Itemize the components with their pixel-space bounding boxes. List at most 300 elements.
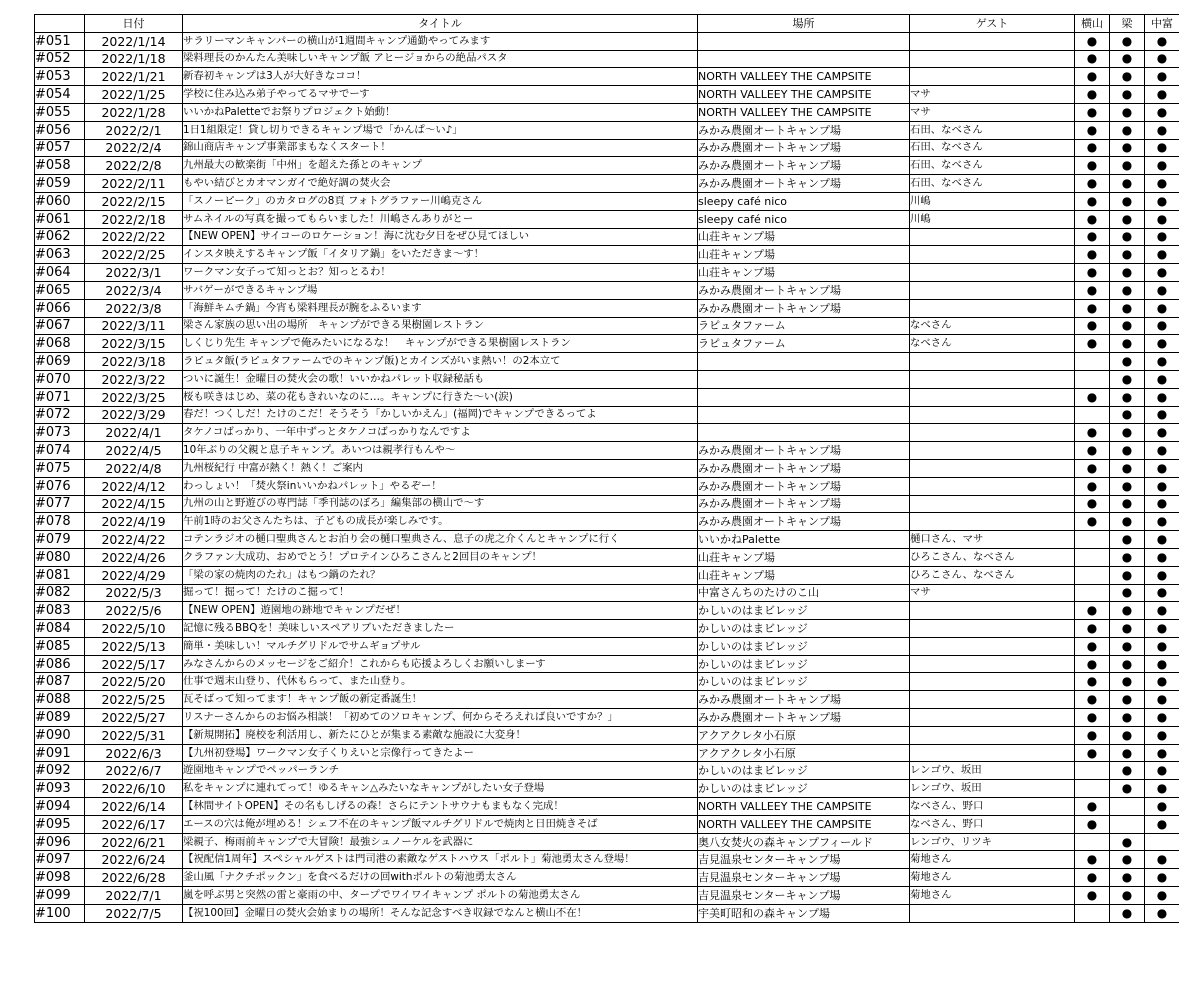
episode-title: 【九州初登場】ワークマン女子くりえいと宗像行ってきたよー bbox=[183, 744, 698, 762]
episode-number: #052 bbox=[35, 50, 85, 68]
ryo-mark: ● bbox=[1110, 584, 1145, 602]
table-row bbox=[35, 815, 1179, 833]
nakatomi-mark: ● bbox=[1145, 851, 1179, 869]
table-row bbox=[35, 584, 1179, 602]
nakatomi-mark: ● bbox=[1145, 353, 1179, 371]
episode-date: 2022/5/20 bbox=[85, 673, 183, 691]
episode-date: 2022/2/15 bbox=[85, 192, 183, 210]
header-date: 日付 bbox=[85, 15, 183, 33]
episode-place: みかみ農園オートキャンプ場 bbox=[698, 691, 910, 709]
episode-title: サムネイルの写真を撮ってもらいました！川嶋さんありがとー bbox=[183, 210, 698, 228]
episode-number: #085 bbox=[35, 637, 85, 655]
episode-guest: 石田、なべさん bbox=[910, 157, 1075, 175]
episode-title: 九州の山と野遊びの専門誌「季刊誌のぼろ」編集部の横山で～す bbox=[183, 495, 698, 513]
episode-title: みなさんからのメッセージをご紹介！これからも応援よろしくお願いしまーす bbox=[183, 655, 698, 673]
episode-date: 2022/7/1 bbox=[85, 887, 183, 905]
yokoyama-mark bbox=[1075, 762, 1110, 780]
nakatomi-mark: ● bbox=[1145, 157, 1179, 175]
episode-date: 2022/5/3 bbox=[85, 584, 183, 602]
episode-number: #051 bbox=[35, 32, 85, 50]
episode-title: ついに誕生！金曜日の焚火会の歌！いいかねパレット収録秘話も bbox=[183, 370, 698, 388]
nakatomi-mark: ● bbox=[1145, 406, 1179, 424]
header-nakatomi: 中富 bbox=[1145, 15, 1179, 33]
episode-title: 掘って！掘って！たけのこ掘って！ bbox=[183, 584, 698, 602]
table-row bbox=[35, 798, 1179, 816]
episode-number: #077 bbox=[35, 495, 85, 513]
yokoyama-mark: ● bbox=[1075, 655, 1110, 673]
episode-title: リスナーさんからのお悩み相談！「初めてのソロキャンプ、何からそろえれば良いですか？」 bbox=[183, 709, 698, 727]
header-ryo: 梁 bbox=[1110, 15, 1145, 33]
table-row bbox=[35, 32, 1179, 50]
table-row bbox=[35, 210, 1179, 228]
ryo-mark: ● bbox=[1110, 442, 1145, 460]
yokoyama-mark: ● bbox=[1075, 192, 1110, 210]
table-row bbox=[35, 904, 1179, 922]
table-row bbox=[35, 353, 1179, 371]
episode-guest bbox=[910, 50, 1075, 68]
nakatomi-mark: ● bbox=[1145, 815, 1179, 833]
yokoyama-mark: ● bbox=[1075, 691, 1110, 709]
yokoyama-mark: ● bbox=[1075, 121, 1110, 139]
episode-number: #062 bbox=[35, 228, 85, 246]
episode-date: 2022/6/17 bbox=[85, 815, 183, 833]
episode-title: 【NEW OPEN】サイコーのロケーション！海に沈む夕日をぜひ見てほしい bbox=[183, 228, 698, 246]
table-row bbox=[35, 726, 1179, 744]
ryo-mark: ● bbox=[1110, 762, 1145, 780]
nakatomi-mark: ● bbox=[1145, 531, 1179, 549]
episode-number: #070 bbox=[35, 370, 85, 388]
ryo-mark: ● bbox=[1110, 780, 1145, 798]
episode-guest bbox=[910, 406, 1075, 424]
episode-date: 2022/4/1 bbox=[85, 424, 183, 442]
episode-guest bbox=[910, 424, 1075, 442]
episode-title: わっしょい！「焚火祭inいいかねパレット」やるぞー！ bbox=[183, 477, 698, 495]
episode-title: 簡単・美味しい！マルチグリドルでサムギョプサル bbox=[183, 637, 698, 655]
episode-date: 2022/5/31 bbox=[85, 726, 183, 744]
episode-title: 梁さん家族の思い出の場所 キャンプができる果樹園レストラン bbox=[183, 317, 698, 335]
ryo-mark: ● bbox=[1110, 459, 1145, 477]
episode-title: サラリーマンキャンパーの横山が1週間キャンプ通勤やってみます bbox=[183, 32, 698, 50]
episode-place: みかみ農園オートキャンプ場 bbox=[698, 459, 910, 477]
yokoyama-mark: ● bbox=[1075, 388, 1110, 406]
episode-date: 2022/6/24 bbox=[85, 851, 183, 869]
episode-guest bbox=[910, 602, 1075, 620]
nakatomi-mark: ● bbox=[1145, 50, 1179, 68]
nakatomi-mark: ● bbox=[1145, 548, 1179, 566]
episode-guest: 川嶋 bbox=[910, 210, 1075, 228]
yokoyama-mark bbox=[1075, 531, 1110, 549]
episode-number: #086 bbox=[35, 655, 85, 673]
ryo-mark: ● bbox=[1110, 299, 1145, 317]
nakatomi-mark: ● bbox=[1145, 246, 1179, 264]
episode-guest bbox=[910, 495, 1075, 513]
episode-date: 2022/2/1 bbox=[85, 121, 183, 139]
episode-guest: マサ bbox=[910, 584, 1075, 602]
ryo-mark: ● bbox=[1110, 335, 1145, 353]
episode-place: みかみ農園オートキャンプ場 bbox=[698, 442, 910, 460]
yokoyama-mark: ● bbox=[1075, 887, 1110, 905]
table-row bbox=[35, 388, 1179, 406]
yokoyama-mark: ● bbox=[1075, 50, 1110, 68]
ryo-mark: ● bbox=[1110, 744, 1145, 762]
yokoyama-mark: ● bbox=[1075, 281, 1110, 299]
nakatomi-mark: ● bbox=[1145, 32, 1179, 50]
table-row bbox=[35, 869, 1179, 887]
ryo-mark: ● bbox=[1110, 673, 1145, 691]
nakatomi-mark: ● bbox=[1145, 175, 1179, 193]
episode-table bbox=[34, 14, 1179, 923]
yokoyama-mark bbox=[1075, 548, 1110, 566]
episode-place: みかみ農園オートキャンプ場 bbox=[698, 299, 910, 317]
episode-guest bbox=[910, 709, 1075, 727]
episode-number: #060 bbox=[35, 192, 85, 210]
ryo-mark: ● bbox=[1110, 103, 1145, 121]
episode-date: 2022/4/15 bbox=[85, 495, 183, 513]
table-row bbox=[35, 86, 1179, 104]
episode-date: 2022/4/8 bbox=[85, 459, 183, 477]
table-row bbox=[35, 851, 1179, 869]
episode-title: コテンラジオの樋口聖典さんとお泊り会の樋口聖典さん、息子の虎之介くんとキャンプに行く bbox=[183, 531, 698, 549]
episode-guest: 川嶋 bbox=[910, 192, 1075, 210]
ryo-mark bbox=[1110, 815, 1145, 833]
episode-place: NORTH VALLEEY THE CAMPSITE bbox=[698, 68, 910, 86]
episode-date: 2022/4/26 bbox=[85, 548, 183, 566]
table-row bbox=[35, 673, 1179, 691]
ryo-mark: ● bbox=[1110, 887, 1145, 905]
nakatomi-mark: ● bbox=[1145, 744, 1179, 762]
yokoyama-mark: ● bbox=[1075, 103, 1110, 121]
episode-place: 山荘キャンプ場 bbox=[698, 228, 910, 246]
nakatomi-mark: ● bbox=[1145, 869, 1179, 887]
episode-title: 春だ！つくしだ！たけのこだ！そうそう「かしいかえん」(福岡)でキャンプできるってよ bbox=[183, 406, 698, 424]
episode-date: 2022/5/27 bbox=[85, 709, 183, 727]
episode-title: 嵐を呼ぶ男と突然の雷と豪雨の中、タープでワイワイキャンプ ポルトの菊池勇太さん bbox=[183, 887, 698, 905]
episode-title: 「スノーピーク」のカタログの8頁 フォトグラファー川嶋克さん bbox=[183, 192, 698, 210]
ryo-mark: ● bbox=[1110, 210, 1145, 228]
episode-date: 2022/5/13 bbox=[85, 637, 183, 655]
header-row bbox=[35, 15, 1179, 33]
episode-title: 新春初キャンプは3人が大好きなココ！ bbox=[183, 68, 698, 86]
nakatomi-mark: ● bbox=[1145, 139, 1179, 157]
episode-date: 2022/6/3 bbox=[85, 744, 183, 762]
episode-guest: 石田、なべさん bbox=[910, 175, 1075, 193]
episode-guest bbox=[910, 228, 1075, 246]
episode-guest bbox=[910, 442, 1075, 460]
episode-title: もやい結びとカオマンガイで絶好調の焚火会 bbox=[183, 175, 698, 193]
episode-title: 【林間サイトOPEN】その名もしげるの森！さらにテントサウナもまもなく完成！ bbox=[183, 798, 698, 816]
ryo-mark: ● bbox=[1110, 620, 1145, 638]
episode-guest bbox=[910, 299, 1075, 317]
ryo-mark: ● bbox=[1110, 531, 1145, 549]
ryo-mark: ● bbox=[1110, 424, 1145, 442]
episode-date: 2022/2/4 bbox=[85, 139, 183, 157]
episode-date: 2022/6/14 bbox=[85, 798, 183, 816]
episode-date: 2022/7/5 bbox=[85, 904, 183, 922]
table-row bbox=[35, 246, 1179, 264]
nakatomi-mark: ● bbox=[1145, 655, 1179, 673]
ryo-mark: ● bbox=[1110, 121, 1145, 139]
episode-title: クラファン大成功、おめでとう！プロテインひろこさんと2回目のキャンプ！ bbox=[183, 548, 698, 566]
yokoyama-mark: ● bbox=[1075, 673, 1110, 691]
episode-guest bbox=[910, 246, 1075, 264]
episode-number: #056 bbox=[35, 121, 85, 139]
yokoyama-mark: ● bbox=[1075, 157, 1110, 175]
yokoyama-mark: ● bbox=[1075, 246, 1110, 264]
episode-place bbox=[698, 388, 910, 406]
ryo-mark: ● bbox=[1110, 691, 1145, 709]
table-row bbox=[35, 192, 1179, 210]
episode-number: #096 bbox=[35, 833, 85, 851]
episode-place: 宇美町昭和の森キャンプ場 bbox=[698, 904, 910, 922]
episode-place: 山荘キャンプ場 bbox=[698, 264, 910, 282]
table-row bbox=[35, 281, 1179, 299]
nakatomi-mark: ● bbox=[1145, 691, 1179, 709]
table-row bbox=[35, 531, 1179, 549]
ryo-mark: ● bbox=[1110, 851, 1145, 869]
yokoyama-mark: ● bbox=[1075, 744, 1110, 762]
episode-number: #071 bbox=[35, 388, 85, 406]
yokoyama-mark: ● bbox=[1075, 139, 1110, 157]
yokoyama-mark: ● bbox=[1075, 726, 1110, 744]
episode-number: #095 bbox=[35, 815, 85, 833]
table-row bbox=[35, 442, 1179, 460]
table-row bbox=[35, 548, 1179, 566]
nakatomi-mark bbox=[1145, 833, 1179, 851]
nakatomi-mark: ● bbox=[1145, 762, 1179, 780]
yokoyama-mark: ● bbox=[1075, 264, 1110, 282]
episode-title: 10年ぶりの父親と息子キャンプ。あいつは親孝行もんや～ bbox=[183, 442, 698, 460]
yokoyama-mark: ● bbox=[1075, 477, 1110, 495]
header-place: 場所 bbox=[698, 15, 910, 33]
yokoyama-mark: ● bbox=[1075, 86, 1110, 104]
episode-place bbox=[698, 370, 910, 388]
episode-guest: なべさん bbox=[910, 335, 1075, 353]
episode-title: 九州桜紀行 中富が熱く！熱く！ご案内 bbox=[183, 459, 698, 477]
episode-date: 2022/1/28 bbox=[85, 103, 183, 121]
episode-guest: 菊地さん bbox=[910, 869, 1075, 887]
episode-guest: マサ bbox=[910, 103, 1075, 121]
episode-date: 2022/1/14 bbox=[85, 32, 183, 50]
episode-number: #092 bbox=[35, 762, 85, 780]
episode-guest bbox=[910, 459, 1075, 477]
episode-title: 桜も咲きはじめ、菜の花もきれいなのに…。キャンプに行きた～い(涙) bbox=[183, 388, 698, 406]
episode-title: 【祝100回】金曜日の焚火会始まりの場所！そんな記念すべき収録でなんと横山不在！ bbox=[183, 904, 698, 922]
episode-number: #053 bbox=[35, 68, 85, 86]
ryo-mark: ● bbox=[1110, 833, 1145, 851]
table-row bbox=[35, 50, 1179, 68]
yokoyama-mark bbox=[1075, 780, 1110, 798]
table-row bbox=[35, 406, 1179, 424]
episode-number: #063 bbox=[35, 246, 85, 264]
episode-number: #064 bbox=[35, 264, 85, 282]
episode-place: 山荘キャンプ場 bbox=[698, 548, 910, 566]
episode-number: #068 bbox=[35, 335, 85, 353]
episode-place: ラピュタファーム bbox=[698, 317, 910, 335]
episode-number: #080 bbox=[35, 548, 85, 566]
episode-number: #072 bbox=[35, 406, 85, 424]
episode-guest bbox=[910, 281, 1075, 299]
episode-guest bbox=[910, 673, 1075, 691]
episode-title: 「梁の家の焼肉のたれ」はもつ鍋のたれ？ bbox=[183, 566, 698, 584]
episode-guest bbox=[910, 744, 1075, 762]
episode-date: 2022/4/29 bbox=[85, 566, 183, 584]
episode-number: #074 bbox=[35, 442, 85, 460]
episode-date: 2022/1/21 bbox=[85, 68, 183, 86]
nakatomi-mark: ● bbox=[1145, 121, 1179, 139]
episode-title: 釜山風「ナクチポックン」を食べるだけの回withポルトの菊池勇太さん bbox=[183, 869, 698, 887]
episode-number: #084 bbox=[35, 620, 85, 638]
episode-number: #099 bbox=[35, 887, 85, 905]
episode-title: ラピュタ飯(ラピュタファームでのキャンプ飯)とカインズがいま熱い！の2本立て bbox=[183, 353, 698, 371]
episode-place: かしいのはまビレッジ bbox=[698, 655, 910, 673]
episode-number: #061 bbox=[35, 210, 85, 228]
episode-title: しくじり先生 キャンプで俺みたいになるな！ キャンプができる果樹園レストラン bbox=[183, 335, 698, 353]
episode-place: NORTH VALLEEY THE CAMPSITE bbox=[698, 815, 910, 833]
episode-title: 【NEW OPEN】遊園地の跡地でキャンプだぜ！ bbox=[183, 602, 698, 620]
episode-number: #082 bbox=[35, 584, 85, 602]
nakatomi-mark: ● bbox=[1145, 317, 1179, 335]
episode-guest: ひろこさん、なべさん bbox=[910, 566, 1075, 584]
episode-guest: なべさん bbox=[910, 317, 1075, 335]
episode-guest: なべさん、野口 bbox=[910, 798, 1075, 816]
episode-guest bbox=[910, 726, 1075, 744]
episode-title: サバゲーができるキャンプ場 bbox=[183, 281, 698, 299]
ryo-mark: ● bbox=[1110, 139, 1145, 157]
yokoyama-mark bbox=[1075, 904, 1110, 922]
episode-place: かしいのはまビレッジ bbox=[698, 780, 910, 798]
episode-title: 梁親子、梅雨前キャンプで大冒険！最強シュノーケルを武器に bbox=[183, 833, 698, 851]
episode-place: かしいのはまビレッジ bbox=[698, 637, 910, 655]
ryo-mark: ● bbox=[1110, 566, 1145, 584]
yokoyama-mark bbox=[1075, 406, 1110, 424]
episode-title: 瓦そばって知ってます！キャンプ飯の新定番誕生！ bbox=[183, 691, 698, 709]
episode-date: 2022/2/25 bbox=[85, 246, 183, 264]
ryo-mark: ● bbox=[1110, 317, 1145, 335]
yokoyama-mark: ● bbox=[1075, 495, 1110, 513]
episode-place: 山荘キャンプ場 bbox=[698, 566, 910, 584]
episode-title: 【祝配信1周年】スペシャルゲストは門司港の素敵なゲストハウス「ポルト」菊池勇太さん登場！ bbox=[183, 851, 698, 869]
episode-date: 2022/5/10 bbox=[85, 620, 183, 638]
episode-guest bbox=[910, 370, 1075, 388]
nakatomi-mark: ● bbox=[1145, 620, 1179, 638]
table-row bbox=[35, 103, 1179, 121]
nakatomi-mark: ● bbox=[1145, 780, 1179, 798]
episode-date: 2022/3/22 bbox=[85, 370, 183, 388]
episode-place: みかみ農園オートキャンプ場 bbox=[698, 139, 910, 157]
episode-number: #093 bbox=[35, 780, 85, 798]
episode-title: 【新規開拓】廃校を利活用し、新たにひとが集まる素敵な施設に大変身！ bbox=[183, 726, 698, 744]
episode-guest: 菊地さん bbox=[910, 851, 1075, 869]
nakatomi-mark: ● bbox=[1145, 637, 1179, 655]
table-row bbox=[35, 744, 1179, 762]
episode-number: #097 bbox=[35, 851, 85, 869]
ryo-mark: ● bbox=[1110, 264, 1145, 282]
episode-guest bbox=[910, 68, 1075, 86]
episode-date: 2022/4/19 bbox=[85, 513, 183, 531]
yokoyama-mark: ● bbox=[1075, 299, 1110, 317]
nakatomi-mark: ● bbox=[1145, 584, 1179, 602]
table-body bbox=[35, 32, 1179, 922]
episode-title: いいかねPaletteでお祭りプロジェクト始動！ bbox=[183, 103, 698, 121]
episode-place: sleepy café nico bbox=[698, 210, 910, 228]
ryo-mark: ● bbox=[1110, 548, 1145, 566]
episode-guest: 樋口さん、マサ bbox=[910, 531, 1075, 549]
table-row bbox=[35, 620, 1179, 638]
episode-place: みかみ農園オートキャンプ場 bbox=[698, 495, 910, 513]
ryo-mark: ● bbox=[1110, 157, 1145, 175]
table-row bbox=[35, 121, 1179, 139]
episode-number: #078 bbox=[35, 513, 85, 531]
episode-title: 遊園地キャンプでペッパーランチ bbox=[183, 762, 698, 780]
table-row bbox=[35, 762, 1179, 780]
table-row bbox=[35, 887, 1179, 905]
episode-number: #091 bbox=[35, 744, 85, 762]
episode-place: みかみ農園オートキャンプ場 bbox=[698, 281, 910, 299]
episode-guest: なべさん、野口 bbox=[910, 815, 1075, 833]
episode-date: 2022/5/6 bbox=[85, 602, 183, 620]
episode-number: #083 bbox=[35, 602, 85, 620]
ryo-mark: ● bbox=[1110, 477, 1145, 495]
episode-date: 2022/5/17 bbox=[85, 655, 183, 673]
ryo-mark: ● bbox=[1110, 602, 1145, 620]
ryo-mark: ● bbox=[1110, 281, 1145, 299]
ryo-mark: ● bbox=[1110, 32, 1145, 50]
nakatomi-mark: ● bbox=[1145, 602, 1179, 620]
episode-number: #058 bbox=[35, 157, 85, 175]
nakatomi-mark: ● bbox=[1145, 210, 1179, 228]
episode-guest bbox=[910, 388, 1075, 406]
ryo-mark: ● bbox=[1110, 709, 1145, 727]
ryo-mark: ● bbox=[1110, 495, 1145, 513]
episode-guest bbox=[910, 620, 1075, 638]
yokoyama-mark: ● bbox=[1075, 602, 1110, 620]
nakatomi-mark: ● bbox=[1145, 459, 1179, 477]
yokoyama-mark: ● bbox=[1075, 815, 1110, 833]
episode-place: 奥八女焚火の森キャンプフィールド bbox=[698, 833, 910, 851]
table-row bbox=[35, 335, 1179, 353]
ryo-mark: ● bbox=[1110, 869, 1145, 887]
episode-place bbox=[698, 32, 910, 50]
table-row bbox=[35, 317, 1179, 335]
episode-date: 2022/2/18 bbox=[85, 210, 183, 228]
yokoyama-mark: ● bbox=[1075, 851, 1110, 869]
nakatomi-mark: ● bbox=[1145, 477, 1179, 495]
episode-place: かしいのはまビレッジ bbox=[698, 762, 910, 780]
nakatomi-mark: ● bbox=[1145, 673, 1179, 691]
episode-number: #075 bbox=[35, 459, 85, 477]
episode-guest: レンゴウ、リツキ bbox=[910, 833, 1075, 851]
episode-number: #098 bbox=[35, 869, 85, 887]
nakatomi-mark: ● bbox=[1145, 798, 1179, 816]
episode-place: みかみ農園オートキャンプ場 bbox=[698, 477, 910, 495]
yokoyama-mark bbox=[1075, 566, 1110, 584]
nakatomi-mark: ● bbox=[1145, 103, 1179, 121]
table-row bbox=[35, 477, 1179, 495]
episode-place: 中富さんちのたけのこ山 bbox=[698, 584, 910, 602]
episode-date: 2022/3/8 bbox=[85, 299, 183, 317]
ryo-mark: ● bbox=[1110, 86, 1145, 104]
episode-date: 2022/3/25 bbox=[85, 388, 183, 406]
yokoyama-mark: ● bbox=[1075, 798, 1110, 816]
episode-place bbox=[698, 50, 910, 68]
episode-guest bbox=[910, 477, 1075, 495]
ryo-mark: ● bbox=[1110, 353, 1145, 371]
episode-guest bbox=[910, 32, 1075, 50]
yokoyama-mark: ● bbox=[1075, 210, 1110, 228]
episode-place: みかみ農園オートキャンプ場 bbox=[698, 709, 910, 727]
episode-guest: レンゴウ、坂田 bbox=[910, 762, 1075, 780]
episode-date: 2022/3/15 bbox=[85, 335, 183, 353]
